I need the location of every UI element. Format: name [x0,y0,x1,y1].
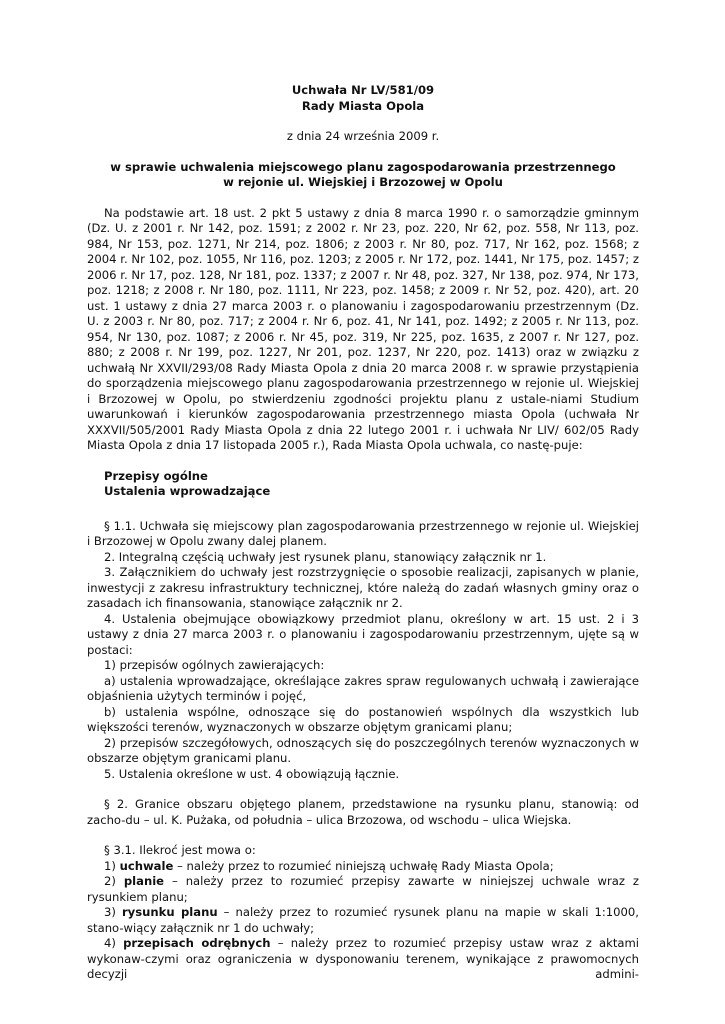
definition-item [87,874,639,905]
subject-line-1: w sprawie uchwalenia miejscowego planu zagospodarowania przestrzennego [110,159,616,174]
section-heading-introductory: Ustalenia wprowadzające [104,484,271,498]
paragraph-1-4-item-1b: b) ustalenia wspólne, odnoszące się do postanowień wspólnych dla wszystkich lub większości terenów, wyznaczonych w obszarze objętym granicami planu; [87,704,639,734]
paragraph-1-4: 4. Ustalenia obejmujące obowiązkowy przedmiot planu, określony w art. 15 ust. 2 i 3 ustawy z dnia 27 marca 2003 r. o planowaniu i zagospodarowaniu przestrzennym, ujęte są w postaci: [87,611,639,657]
paragraph-1-2: 2. Integralną częścią uchwały jest rysunek planu, stanowiący załącznik nr 1. [104,549,547,564]
paragraph-1-3: 3. Załącznikiem do uchwały jest rozstrzygnięcie o sposobie realizacji, zapisanych w planie, inwestycji z zakresu infrastruktury technicznej, które należą do zadań własnych gminy oraz o zasadach ich finansowania, stanowiące załącznik nr 2. [87,565,639,610]
paragraph-1-4-item-2: 2) przepisów szczegółowych, odnoszących się do poszczególnych terenów wyznaczonych w obszarze objętym granicami planu. [87,735,639,765]
preamble-paragraph: Na podstawie art. 18 ust. 2 pkt 5 ustawy z dnia 8 marca 1990 r. o samorządzie gminnym (Dz. U. z 2001 r. Nr 142, poz. 1591; z 2002 r. Nr 23, poz. 220, Nr 62, poz. 558, Nr 113, poz. 984, Nr 153, poz. 1271, Nr 214, poz. 1806; z 2003 r. Nr 80, poz. 717, Nr 162, poz. 1568; z 2004 r. Nr 102, poz. 1055, Nr 116, poz. 1203; z 2005 r. Nr 172, poz. 1441, Nr 175, poz. 1457; z 2006 r. Nr 17, poz. 128, Nr 181, poz. 1337; z 2007 r. Nr 48, poz. 327, Nr 138, poz. 974, Nr 173, poz. 1218; z 2008 r. Nr 180, poz. 1111, Nr 223, poz. 1458; z 2009 r. Nr 52, poz. 420), art. 20 ust. 1 ustawy z dnia 27 marca 2003 r. o planowaniu i zagospodarowaniu przestrzennym (Dz. U. z 2003 r. Nr 80, poz. 717; z 2004 r. Nr 6, poz. 41, Nr 141, poz. 1492; z 2005 r. Nr 113, poz. 954, Nr 130, poz. 1087; z 2006 r. Nr 45, poz. 319, Nr 225, poz. 1635, z 2007 r. Nr 127, poz. 880; z 2008 r. Nr 199, poz. 1227, Nr 201, poz. 1237, Nr 220, poz. 1413) oraz w związku z uchwałą Nr XXVII/293/08 Rady Miasta Opola z dnia 20 marca 2008 r. w sprawie przystąpienia do sporządzenia miejscowego planu zagospodarowania przestrzennego w rejonie ul. Wiejskiej i Brzozowej w Opolu, po stwierdzeniu zgodności projektu planu z ustale-niami Studium uwarunkowań i kierunków zagospodarowania przestrzennego miasta Opola (uchwała Nr XXXVII/505/2001 Rady Miasta Opola z dnia 22 lutego 2001 r. i uchwała Nr LIV/ 602/05 Rady Miasta Opola z dnia 17 listopada 2005 r.), Rada Miasta Opola uchwala, co nastę-puje: [87,205,639,452]
definition-text: – należy przez to rozumieć rysunek planu na mapie w skali 1:1000, stano-wiący załącznik nr 1 do uchwały; [87,905,639,935]
paragraph-1-4-item-1a: a) ustalenia wprowadzające, określające zakres spraw regulowanych uchwałą i zawierające objaśnienia użytych terminów i pojęć, [87,673,639,703]
paragraph-2: § 2. Granice obszaru objętego planem, przedstawione na rysunku planu, stanowią: od zacho-du – ul. K. Pużaka, od południa – ulica Brzozowa, od wschodu – ulica Wiejska. [87,797,639,827]
definition-number: 3) [104,905,116,919]
definition-item [87,936,639,983]
definition-term: rysunku planu [121,905,218,919]
resolution-date: z dnia 24 września 2009 r. [286,129,440,143]
paragraph-1-5: 5. Ustalenia określone w ust. 4 obowiązują łącznie. [104,766,400,781]
definition-term: przepisach odrębnych [123,936,271,950]
definition-term: uchwale [119,858,174,873]
definition-text: – należy przez to rozumieć przepisy zawarte w niniejszej uchwale wraz z rysunkiem planu; [87,874,639,904]
definition-term: planie [123,874,165,888]
definition-number: 2) [104,874,116,888]
paragraph-1-4-item-1: 1) przepisów ogólnych zawierających: [104,658,325,672]
council-name: Rady Miasta Opola [301,98,425,113]
paragraph-1-1: § 1.1. Uchwała się miejscowy plan zagospodarowania przestrzennego w rejonie ul. Wiejskiej i Brzozowej w Opolu zwany dalej planem. [87,518,639,548]
definition-number: 4) [104,936,116,950]
definition-text: – należy przez to rozumieć przepisy ustaw wraz z aktami wykonaw-czymi oraz ograniczenia w dysponowaniu terenem, wynikające z prawomocnych decyzji admini- [87,936,640,981]
definition-number: 1) [104,858,116,873]
definition-text: – należy przez to rozumieć niniejszą uchwałę Rady Miasta Opola; [173,858,554,873]
definition-item [87,859,639,875]
subject-line-2: w rejonie ul. Wiejskiej i Brzozowej w Opolu [223,175,503,189]
resolution-title: Uchwała Nr LV/581/09 [291,83,435,97]
section-heading-general: Przepisy ogólne [104,468,208,483]
definition-item [87,905,639,936]
paragraph-3-intro: § 3.1. Ilekroć jest mowa o: [104,843,256,857]
document-page [87,83,639,983]
